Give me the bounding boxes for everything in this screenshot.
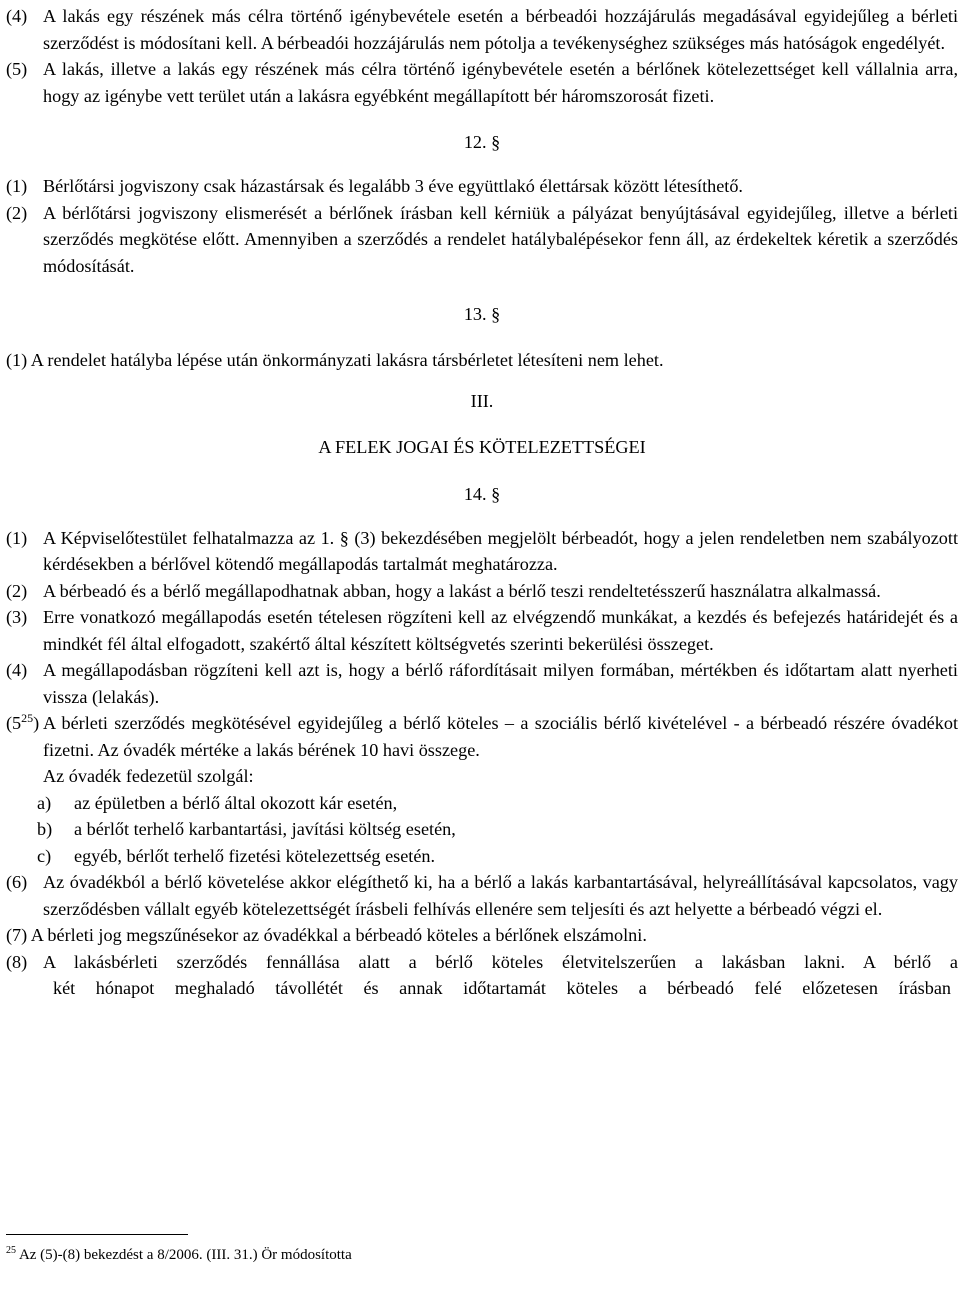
deposit-list (6, 790, 958, 870)
paragraph-text: A bérlőtársi jogviszony elismerését a bérlőnek írásban kell kérniük a pályázat benyújtásával egyidejűleg, illetve a bérleti szerződés megkötése előtt. Amennyiben a szerződés a rendelet hatálybalépésekor fenn áll, az érdekeltek kéretik a szerződés módosítását. (43, 202, 958, 276)
paragraph-number (6, 710, 39, 737)
list-item (37, 790, 958, 817)
paragraph-text: A bérleti szerződés megkötésével egyidejűleg a bérlő köteles – a szociális bérlő kivételével - a bérbeadó részére óvadékot fizetni. Az óvadék mértéke a lakás bérének 10 havi összege. (43, 713, 958, 760)
list-item (37, 843, 958, 870)
paragraph-12-1 (6, 173, 958, 200)
footnote-text: Az (5)-(8) bekezdést a 8/2006. (III. 31.) Ör módosította (18, 1247, 352, 1263)
section-heading-14: 14. § (463, 483, 501, 504)
paragraph-11-5 (6, 56, 958, 109)
paragraph-text: A Képviselőtestület felhatalmazza az 1. § (3) bekezdésében megjelölt bérbeadót, hogy a jelen rendeletben nem szabályozott kérdésekben a bérlővel kötendő megállapodás tartalmát meghatározza. (43, 527, 958, 574)
list-item-label: b) (37, 819, 53, 839)
paragraph-11-4 (6, 3, 958, 56)
paragraph-number-close: ) (33, 713, 40, 733)
paragraph-number: (4) (6, 660, 28, 680)
chapter-title: A FELEK JOGAI ÉS KÖTELEZETTSÉGEI (318, 437, 646, 457)
paragraph-text: Az óvadékból a bérlő követelése akkor elégíthető ki, ha a bérlő a lakás karbantartásával, helyreállításával kapcsolatos, vagy szerződésben vállalt egyéb kötelezettségét írásbeli felhívás ellenére sem teljesíti és azt helyette a bérbeadó végzi el. (43, 872, 958, 919)
paragraph-text: A lakás, illetve a lakás egy részének más célra történő igénybevétele esetén a bérlőnek kötelezettséget kell vállalnia arra, hogy az igénybe vett terület után a lakásra egyébként megállapított bér háromszorosát fizeti. (43, 59, 958, 106)
paragraph-14-5 (6, 710, 958, 763)
paragraph-number-open: (5 (6, 713, 22, 733)
paragraph-text: A megállapodásban rögzíteni kell azt is, hogy a bérlő ráfordításait milyen formában, mértékben és időtartam alatt nyerheti vissza (lelakás). (43, 660, 958, 707)
footnote-separator (6, 1234, 188, 1235)
paragraph-number: (5) (6, 59, 28, 79)
footnote-mark: 25 (6, 1245, 16, 1256)
document-page (6, 3, 958, 1002)
chapter-number: III. (470, 390, 494, 411)
deposit-intro: Az óvadék fedezetül szolgál: (43, 766, 254, 786)
paragraph-number: (2) (6, 580, 28, 601)
list-item (37, 816, 958, 843)
paragraph-number: (2) (6, 202, 28, 223)
paragraph-14-6 (6, 869, 958, 922)
paragraph-text: Bérlőtársi jogviszony csak házastársak és legalább 3 éve együttlakó élettársak között létesíthető. (43, 176, 743, 196)
paragraph-line: A lakásbérleti szerződés fennállása alatt a bérlő köteles életvitelszerűen a lakásban lakni. A bérlő a (43, 951, 958, 972)
footnote (6, 1245, 352, 1265)
paragraph-14-2 (6, 578, 958, 605)
paragraph-number: (3) (6, 607, 28, 627)
footnote-reference: 25 (21, 710, 34, 725)
list-item-text: a bérlőt terhelő karbantartási, javítási költség esetén, (74, 819, 456, 839)
paragraph-number: (8) (6, 951, 28, 972)
paragraph-14-4 (6, 657, 958, 710)
paragraph-number: (1) (6, 527, 28, 548)
paragraph-number: (4) (6, 6, 28, 26)
paragraph-14-1 (6, 525, 958, 578)
list-item-label: a) (37, 792, 52, 813)
paragraph-number: (1) (6, 176, 28, 196)
list-item-text: az épületben a bérlő által okozott kár esetén, (74, 792, 398, 813)
section-heading-12: 12. § (463, 132, 501, 152)
list-item-text: egyéb, bérlőt terhelő fizetési kötelezettség esetén. (74, 845, 436, 866)
paragraph-text: Erre vonatkozó megállapodás esetén tételesen rögzíteni kell az elvégzendő munkákat, a kezdés és befejezés határidejét és a mindkét fél által elfogadott, szakértő által készített költségvetés szerinti bekerülési összeget. (43, 607, 958, 654)
paragraph-text: A bérbeadó és a bérlő megállapodhatnak abban, hogy a lakást a bérlő teszi rendeltetésszerű használatra alkalmassá. (43, 580, 881, 601)
paragraph-14-3 (6, 604, 958, 657)
paragraph-14-7: (7) A bérleti jog megszűnésekor az óvadékkal a bérbeadó köteles a bérlőnek elszámolni. (6, 925, 647, 945)
section-heading-13: 13. § (463, 304, 501, 324)
paragraph-13-1: (1) A rendelet hatályba lépése után önkormányzati lakásra társbérletet létesíteni nem lehet. (6, 350, 664, 370)
paragraph-line: két hónapot meghaladó távollétét és annak időtartamát köteles a bérbeadó felé előzetesen írásban (53, 978, 951, 998)
paragraph-number: (6) (6, 872, 28, 892)
paragraph-12-2 (6, 200, 958, 280)
list-item-label: c) (37, 845, 52, 866)
paragraph-text: A lakás egy részének más célra történő igénybevétele esetén a bérbeadói hozzájárulás megadásával egyidejűleg a bérleti szerződést is módosítani kell. A bérbeadói hozzájárulás nem pótolja a tevékenységhez szükséges más hatóságok engedélyét. (43, 6, 958, 53)
paragraph-14-8 (6, 949, 958, 976)
